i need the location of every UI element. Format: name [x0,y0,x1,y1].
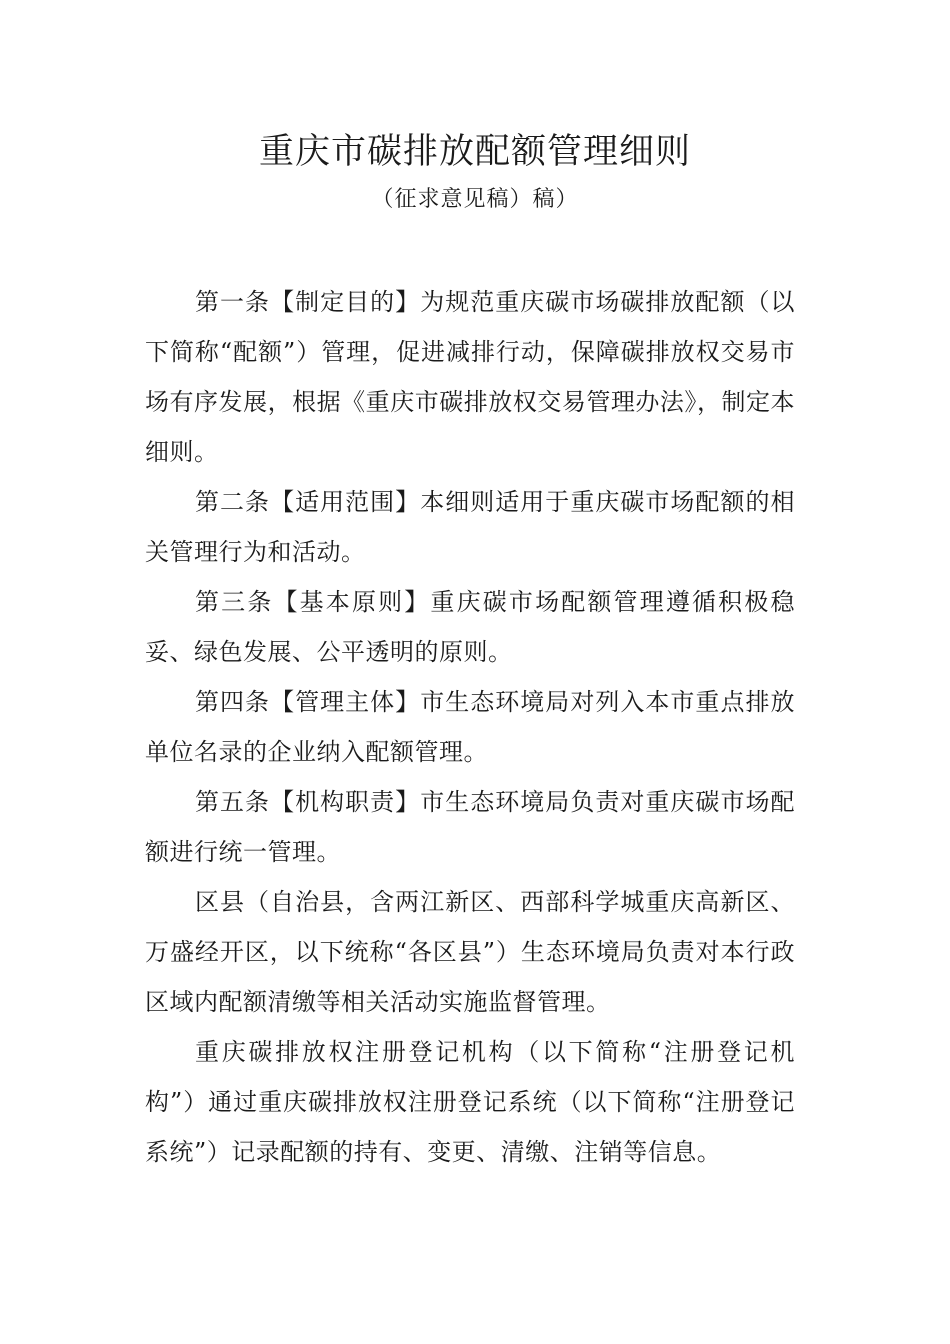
article-3-principles: 第三条【基本原则】重庆碳市场配额管理遵循积极稳妥、绿色发展、公平透明的原则。 [145,588,795,666]
document-body [145,277,795,1177]
registry-paragraph: 重庆碳排放权注册登记机构（以下简称“注册登记机构”）通过重庆碳排放权注册登记系统（以下简称“注册登记系统”）记录配额的持有、变更、清缴、注销等信息。 [145,1038,795,1166]
article-2-scope: 第二条【适用范围】本细则适用于重庆碳市场配额的相关管理行为和活动。 [145,488,795,566]
document-title: 重庆市碳排放配额管理细则 [258,132,691,172]
document-subtitle: （征求意见稿）稿） [371,187,579,212]
article-1-purpose: 第一条【制定目的】为规范重庆碳市场碳排放配额（以下简称“配额”）管理，促进减排行动，保障碳排放权交易市场有序发展，根据《重庆市碳排放权交易管理办法》，制定本细则。 [145,288,795,466]
article-4-management-body: 第四条【管理主体】市生态环境局对列入本市重点排放单位名录的企业纳入配额管理。 [145,688,795,766]
article-5-responsibilities: 第五条【机构职责】市生态环境局负责对重庆碳市场配额进行统一管理。 [145,788,795,866]
district-responsibilities-paragraph: 区县（自治县，含两江新区、西部科学城重庆高新区、万盛经开区，以下统称“各区县”）生态环境局负责对本行政区域内配额清缴等相关活动实施监督管理。 [145,888,795,1016]
